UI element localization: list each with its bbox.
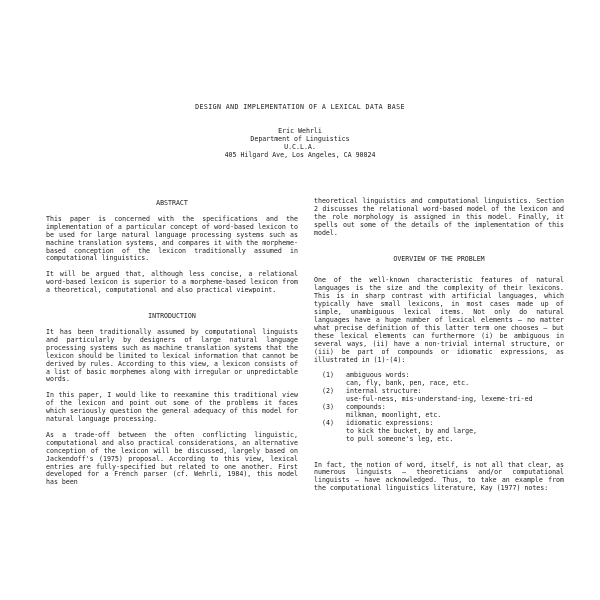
problem-paragraph-1: One of the well-known characteristic features of natural languages is the size and the complexity of their lexicons. This is in sharp contrast with artificial languages, which typically have small lexicons, in most cases made up of simple, unambiguous lexical items. Not only do natural languages have a huge number of lexical elements — no matter what precise definition of this latter term one chooses — but these lexical elements can furthermore (i) be ambiguous in several ways, (ii) have a non-trivial internal structure, or (iii) be part of compounds or idiomatic expressions, as illustrated in (1)-(4): [314,276,564,364]
example-item [314,388,564,404]
examples-list [314,372,564,443]
example-head: idiomatic expressions: [346,418,434,427]
example-body: can, fly, bank, pen, race, etc. [346,379,470,388]
introduction-paragraph-1: It has been traditionally assumed by computational linguists and particularly by designers of large natural language processing systems such as machine translation systems that the lexicon should be limited to lexical information that cannot be derived by rules. According to this view, a lexicon consists of a list of basic morphemes along with irregular or unpredictable words. [46,327,298,384]
introduction-paragraph-3: As a trade-off between the often conflicting linguistic, computational and also practical considerations, an alternative conception of the lexicon will be discussed, largely based on Jackendoff's (1975) proposal. According to this view, lexical entries are fully-specified but related to one another. First developed for a French parser (cf. Wehrli, 1984), this model has been [46,430,298,487]
example-label: (4) [322,418,334,427]
example-item [314,372,564,388]
example-item [314,404,564,420]
example-label: (1) [322,371,334,380]
problem-heading: OVERVIEW OF THE PROBLEM [393,254,485,263]
example-item [314,420,564,444]
right-column [314,198,564,493]
continuation-paragraph: theoretical linguistics and computational linguistics. Section 2 discusses the relational word-based model of the lexicon and the role morphology is assigned in this model. Finally, it spells out some of the details of the implementation of this model. [314,197,564,237]
example-body: to kick the bucket, by and large, [346,426,478,435]
example-body: use-ful-ness, mis-understand-ing, lexeme-tri-ed [346,395,533,404]
example-label: (3) [322,403,334,412]
author-address: 405 Hilgard Ave, Los Angeles, CA 90024 [224,151,376,159]
introduction-heading: INTRODUCTION [148,312,196,321]
author-institution: U.C.L.A. [284,143,316,151]
abstract-heading: ABSTRACT [156,199,188,207]
abstract-paragraph-2: It will be argued that, although less concise, a relational word-based lexicon is superior to a morpheme-based lexicon from a theoretical, computational and also practical viewpoint. [46,270,298,295]
example-head: internal structure: [346,387,422,396]
author-block [0,127,600,159]
example-head: compounds: [346,403,386,412]
left-column [46,200,298,487]
abstract-paragraph-1: This paper is concerned with the specifications and the implementation of a particular concept of word-based lexicon to be used for large natural language processing systems such as machine translation systems, and compares it with the morpheme-based conception of the lexicon traditionally assumed in computational linguistics. [46,214,298,263]
example-head: ambiguous words: [346,371,410,380]
paper-title: DESIGN AND IMPLEMENTATION OF A LEXICAL DATA BASE [195,103,405,111]
author-name: Eric Wehrli [278,127,322,135]
example-body-continued: to pull someone's leg, etc. [346,434,454,443]
example-label: (2) [322,387,334,396]
introduction-paragraph-2: In this paper, I would like to reexamine this traditional view of the lexicon and point out some of the problems it faces which seriously question the general adequacy of this model for natural language processing. [46,391,298,424]
example-body: milkman, moonlight, etc. [346,410,442,419]
author-department: Department of Linguistics [250,135,350,143]
problem-paragraph-2: In fact, the notion of word, itself, is not all that clear, as numerous linguists — theoreticians and/or computational linguists — have acknowledged. Thus, to take an example from the computational linguistics literature, Kay (1977) notes: [314,460,564,493]
